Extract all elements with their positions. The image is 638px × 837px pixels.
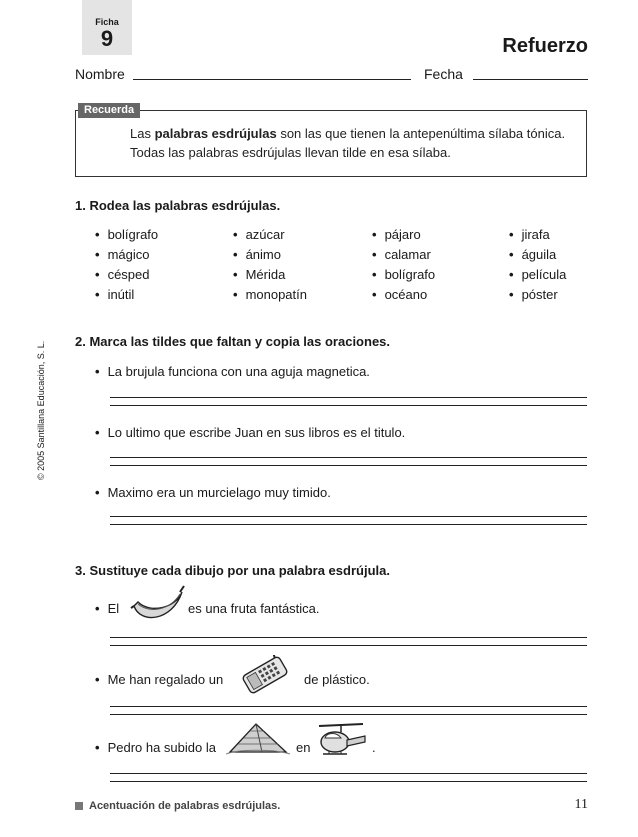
picture-sentence-3: • Pedro ha subido la (95, 740, 216, 755)
fecha-label: Fecha (424, 66, 463, 82)
exercise-1-title: 1. Rodea las palabras esdrújulas. (75, 198, 281, 213)
word-item[interactable]: • Mérida (233, 267, 286, 282)
word-item[interactable]: • ánimo (233, 247, 281, 262)
word-item[interactable]: • póster (509, 287, 558, 302)
answer-line[interactable] (110, 781, 587, 782)
ficha-label: Ficha (95, 17, 119, 27)
footer-caption: Acentuación de palabras esdrújulas. (75, 800, 280, 812)
word-column-2 (233, 227, 307, 307)
word-column-1 (95, 227, 158, 307)
helicopter-icon (313, 720, 369, 760)
answer-line[interactable] (110, 773, 587, 774)
sentence-3: • Maximo era un murcielago muy timido. (95, 485, 331, 500)
picture-sentence-1: • El (95, 601, 120, 616)
answer-line[interactable] (110, 397, 587, 398)
footer-square-icon (75, 802, 83, 810)
picture-sentence-2-end: de plástico. (304, 672, 370, 687)
page-number: 11 (574, 797, 588, 812)
word-column-4 (509, 227, 566, 307)
word-item[interactable]: • águila (509, 247, 557, 262)
picture-sentence-2: • Me han regalado un (95, 672, 224, 687)
word-item[interactable]: • océano (372, 287, 428, 302)
recuerda-line-1: Las palabras esdrújulas son las que tienen la antepenúltima sílaba tónica. (130, 126, 566, 141)
recuerda-tab: Recuerda (78, 103, 140, 118)
fecha-field[interactable] (473, 79, 588, 80)
word-item[interactable]: • película (509, 267, 567, 282)
word-item[interactable]: • calamar (372, 247, 431, 262)
answer-line[interactable] (110, 405, 587, 406)
pyramid-icon (226, 718, 290, 756)
word-item[interactable]: • inútil (95, 287, 135, 302)
answer-line[interactable] (110, 706, 587, 707)
answer-line[interactable] (110, 524, 587, 525)
sentence-1: • La brujula funciona con una aguja magnetica. (95, 364, 370, 379)
answer-line[interactable] (110, 714, 587, 715)
ficha-badge (82, 0, 132, 55)
answer-line[interactable] (110, 457, 587, 458)
copyright-text: © 2005 Santillana Educación, S. L. (36, 340, 46, 480)
picture-sentence-3-end: . (372, 740, 376, 755)
exercise-3-title: 3. Sustituye cada dibujo por una palabra esdrújula. (75, 563, 390, 578)
word-item[interactable]: • jirafa (509, 227, 550, 242)
answer-line[interactable] (110, 645, 587, 646)
picture-sentence-1-end: es una fruta fantástica. (188, 601, 320, 616)
word-column-3 (372, 227, 435, 307)
exercise-2-title: 2. Marca las tildes que faltan y copia las oraciones. (75, 334, 391, 349)
word-item[interactable]: • pájaro (372, 227, 421, 242)
ficha-number: 9 (100, 26, 114, 51)
recuerda-box (75, 110, 587, 177)
page-title: Refuerzo (502, 35, 588, 57)
answer-line[interactable] (110, 637, 587, 638)
word-item[interactable]: • azúcar (233, 227, 285, 242)
picture-sentence-3-middle: en (296, 740, 311, 755)
phone-icon (234, 655, 296, 695)
answer-line[interactable] (110, 516, 587, 517)
word-item[interactable]: • mágico (95, 247, 150, 262)
sentence-2: • Lo ultimo que escribe Juan en sus libros es el titulo. (95, 425, 406, 440)
word-item[interactable]: • monopatín (233, 287, 307, 302)
nombre-field[interactable] (133, 79, 411, 80)
word-item[interactable]: • césped (95, 267, 150, 282)
banana-icon (128, 584, 186, 626)
nombre-label: Nombre (75, 66, 125, 82)
word-item[interactable]: • bolígrafo (372, 267, 436, 282)
word-item[interactable]: • bolígrafo (95, 227, 159, 242)
recuerda-line-2: Todas las palabras esdrújulas llevan tilde en esa sílaba. (130, 145, 451, 160)
answer-line[interactable] (110, 465, 587, 466)
